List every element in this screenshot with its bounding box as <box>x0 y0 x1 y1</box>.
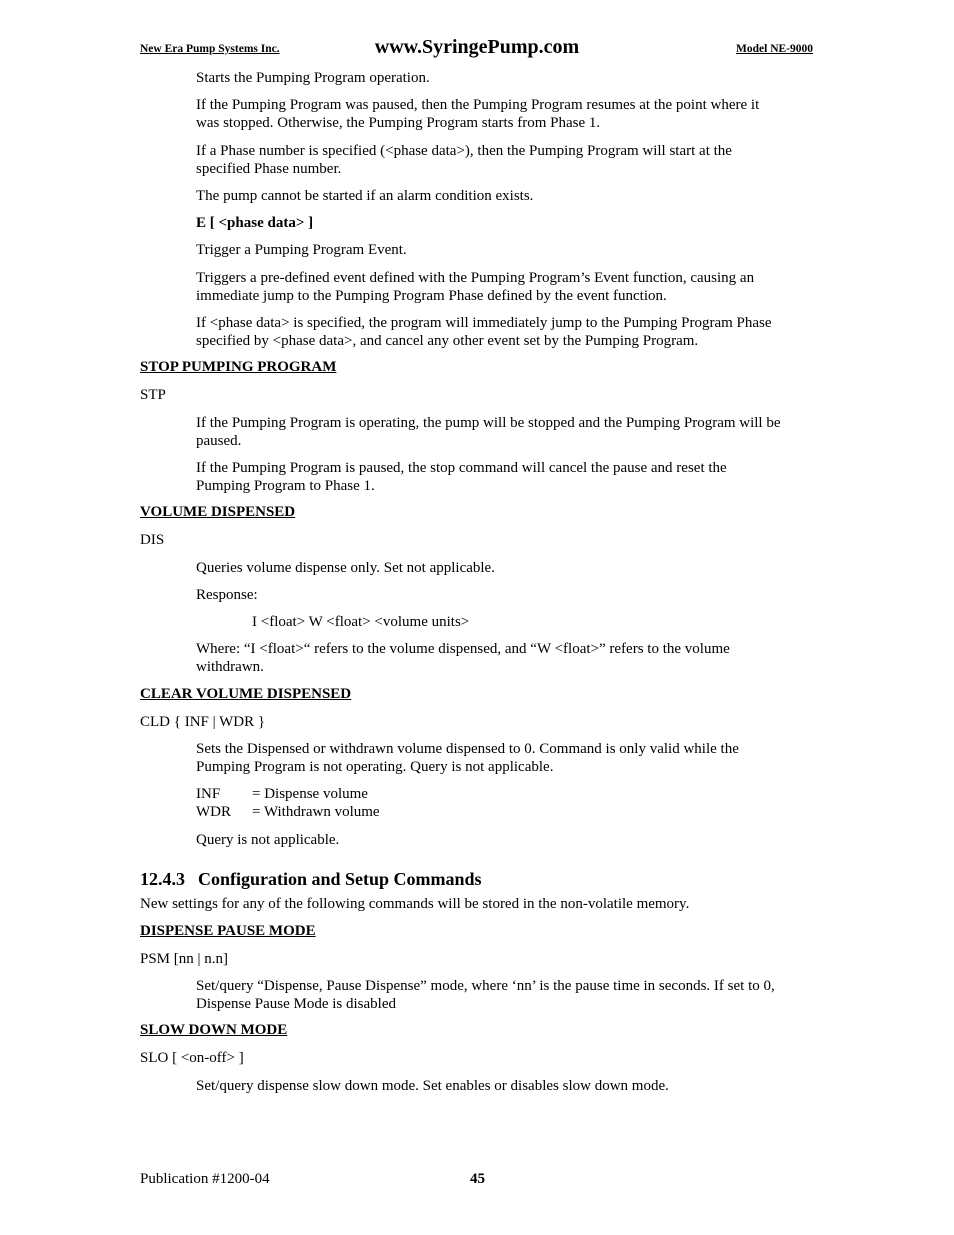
definition-value: = Dispense volume <box>252 786 368 802</box>
run-paragraph-alarm: The pump cannot be started if an alarm condition exists. <box>196 188 534 204</box>
volume-dispensed-where-line1: Where: “I <float>“ refers to the volume dispensed, and “W <float>” refers to the volume <box>196 641 730 657</box>
clear-volume-heading: CLEAR VOLUME DISPENSED <box>140 686 352 702</box>
slow-down-heading: SLOW DOWN MODE <box>140 1022 288 1038</box>
stop-program-syntax: STP <box>140 387 166 403</box>
clear-volume-paragraph-line2: Pumping Program is not operating. Query is not applicable. <box>196 759 554 775</box>
volume-dispensed-where-line2: withdrawn. <box>196 659 264 675</box>
event-paragraph-trigger-line1: Triggers a pre-defined event defined with the Pumping Program’s Event function, causing an <box>196 270 755 286</box>
clear-volume-syntax: CLD { INF | WDR } <box>140 714 266 730</box>
event-syntax: E [ <phase data> ] <box>196 215 314 231</box>
footer-publication: Publication #1200-04 <box>140 1171 270 1187</box>
pause-mode-paragraph-line1: Set/query “Dispense, Pause Dispense” mode, where ‘nn’ is the pause time in seconds. If set to 0, <box>196 978 775 994</box>
definition-key: WDR <box>196 804 231 820</box>
slow-down-syntax: SLO [ <on-off> ] <box>140 1050 244 1066</box>
run-paragraph-phase-line1: If a Phase number is specified (<phase data>), then the Pumping Program will start at the <box>196 143 732 159</box>
run-paragraph-phase-line2: specified Phase number. <box>196 161 342 177</box>
run-paragraph-resume-line2: was stopped. Otherwise, the Pumping Program starts from Phase 1. <box>196 115 601 131</box>
event-description: Trigger a Pumping Program Event. <box>196 242 407 258</box>
volume-dispensed-syntax: DIS <box>140 532 165 548</box>
section-heading <box>140 869 482 890</box>
volume-dispensed-response-label: Response: <box>196 587 258 603</box>
header-model: Model NE-9000 <box>736 43 813 55</box>
stop-paragraph-operating-line2: paused. <box>196 433 242 449</box>
definition-key: INF <box>196 786 221 802</box>
definition-value: = Withdrawn volume <box>252 804 380 820</box>
section-intro: New settings for any of the following commands will be stored in the non-volatile memory. <box>140 896 690 912</box>
volume-dispensed-heading: VOLUME DISPENSED <box>140 504 296 520</box>
event-paragraph-phase-line2: specified by <phase data>, and cancel any other event set by the Pumping Program. <box>196 333 699 349</box>
stop-program-heading: STOP PUMPING PROGRAM <box>140 359 337 375</box>
event-paragraph-trigger-line2: immediate jump to the Pumping Program Phase defined by the event function. <box>196 288 667 304</box>
clear-volume-query-note: Query is not applicable. <box>196 832 340 848</box>
pause-mode-heading: DISPENSE PAUSE MODE <box>140 923 316 939</box>
pause-mode-paragraph-line2: Dispense Pause Mode is disabled <box>196 996 396 1012</box>
pause-mode-syntax: PSM [nn | n.n] <box>140 951 229 967</box>
slow-down-paragraph: Set/query dispense slow down mode. Set enables or disables slow down mode. <box>196 1078 669 1094</box>
stop-paragraph-paused-line2: Pumping Program to Phase 1. <box>196 478 375 494</box>
clear-volume-paragraph-line1: Sets the Dispensed or withdrawn volume dispensed to 0. Command is only valid while the <box>196 741 739 757</box>
volume-dispensed-response: I <float> W <float> <volume units> <box>252 614 470 630</box>
section-title: Configuration and Setup Commands <box>198 869 482 889</box>
header-website: www.SyringePump.com <box>374 36 580 58</box>
stop-paragraph-paused-line1: If the Pumping Program is paused, the stop command will cancel the pause and reset the <box>196 460 727 476</box>
volume-dispensed-description: Queries volume dispense only. Set not applicable. <box>196 560 495 576</box>
footer-page-number: 45 <box>470 1171 485 1187</box>
run-description: Starts the Pumping Program operation. <box>196 70 430 86</box>
section-number: 12.4.3 <box>140 869 185 889</box>
run-paragraph-resume-line1: If the Pumping Program was paused, then the Pumping Program resumes at the point where it <box>196 97 760 113</box>
event-paragraph-phase-line1: If <phase data> is specified, the program will immediately jump to the Pumping Program Phase <box>196 315 772 331</box>
header-company: New Era Pump Systems Inc. <box>140 43 280 55</box>
stop-paragraph-operating-line1: If the Pumping Program is operating, the pump will be stopped and the Pumping Program will be <box>196 415 781 431</box>
